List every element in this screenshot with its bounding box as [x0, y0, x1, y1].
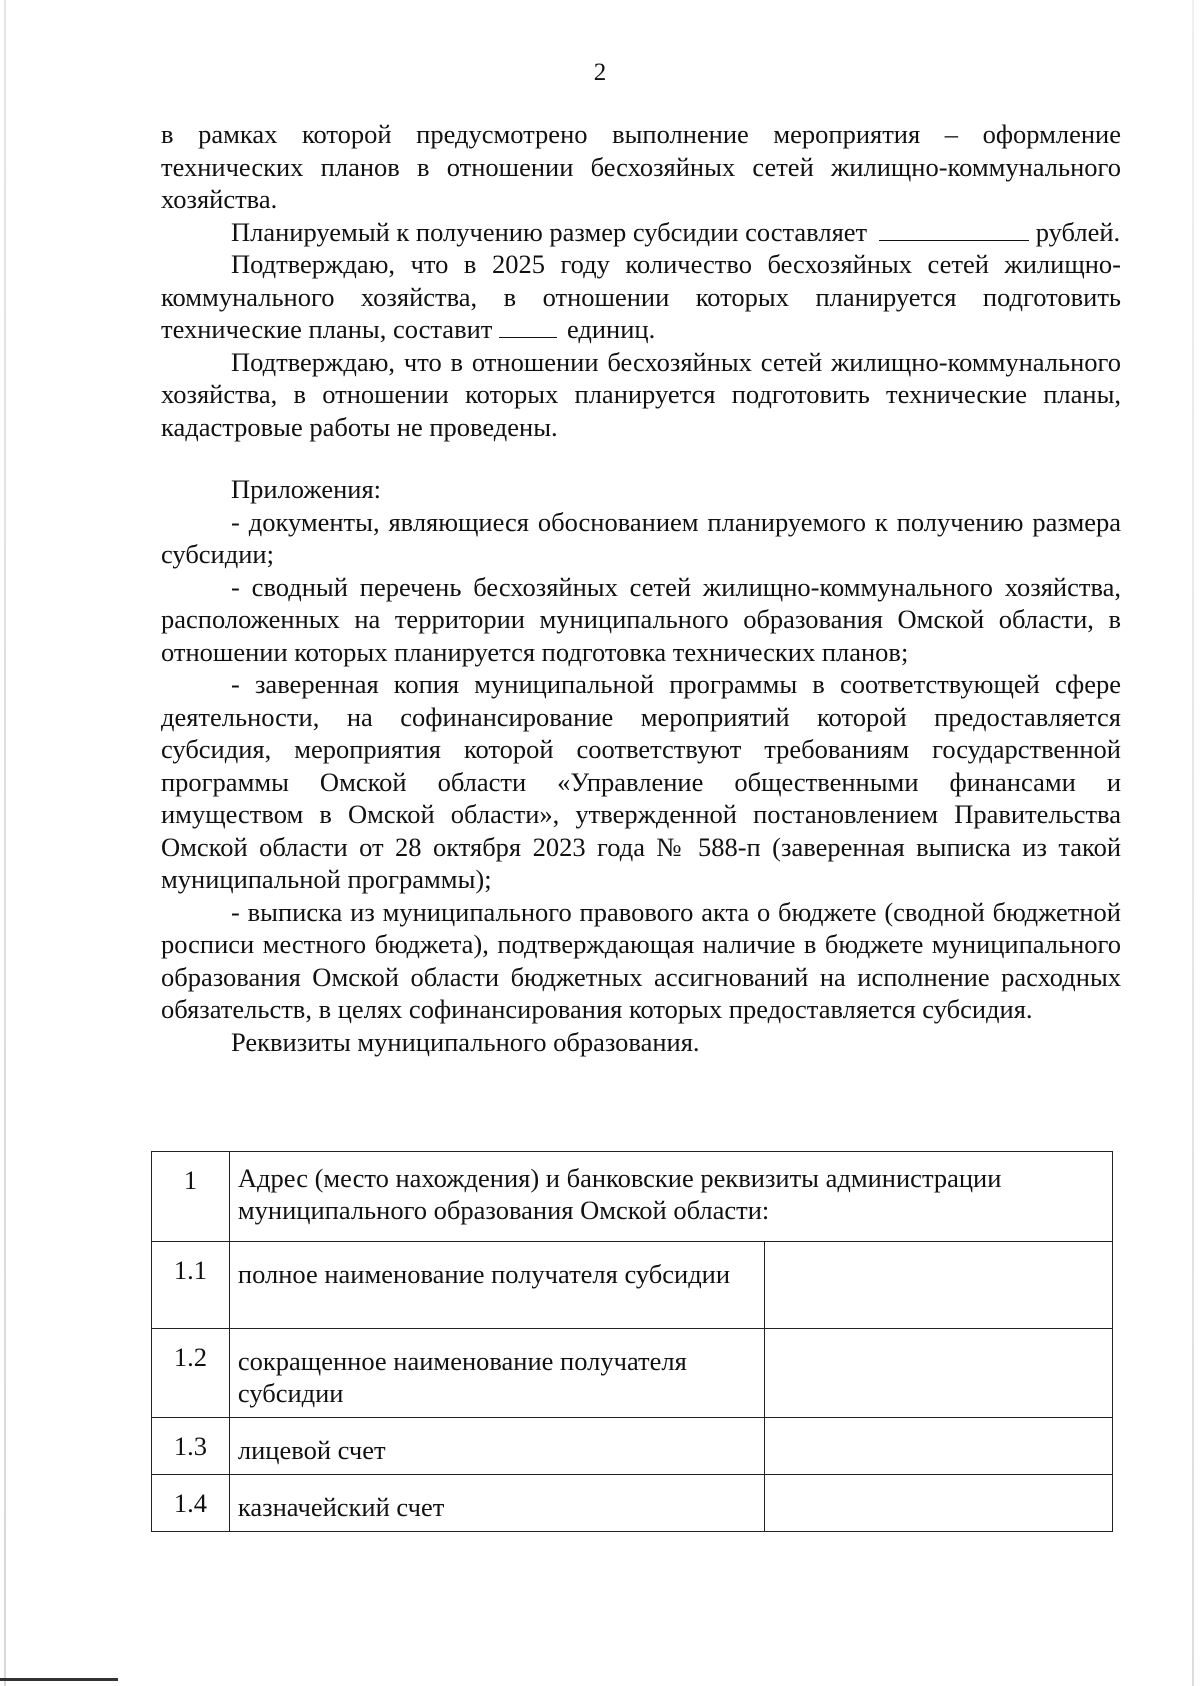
table-row [152, 1418, 1113, 1475]
table-row [152, 1475, 1113, 1532]
row-num: 1.2 [152, 1329, 230, 1418]
subsidy-amount-text: Планируемый к получению размер субсидии составляет [231, 216, 868, 247]
paragraph-gap [161, 443, 1121, 473]
requisites-title: Реквизиты муниципального образования. [231, 1026, 700, 1057]
table-row [152, 1242, 1113, 1329]
row-value-field[interactable] [765, 1329, 1113, 1418]
scan-edge-right [1192, 0, 1194, 1686]
row-value-field[interactable] [765, 1475, 1113, 1532]
appendix-title: Приложения: [231, 474, 382, 504]
paragraph-program-context: в рамках которой предусмотрено выполнение мероприятия – оформление технических планов в отношении бесхозяйных сетей жилищно-коммунального хозяйства. [161, 119, 1121, 214]
row-label: полное наименование получателя субсидии [229, 1242, 764, 1329]
table-header-text: Адрес (место нахождения) и банковские реквизиты администрации муниципального образования Омской области: [229, 1152, 1112, 1242]
row-label: лицевой счет [229, 1418, 764, 1475]
page-number: 2 [593, 59, 607, 86]
appendix-item-networks-list: - сводный перечень бесхозяйных сетей жилищно-коммунального хозяйства, расположенных на территории муниципального образования Омской области, в отношении которых планируется подготовка технических планов; [161, 571, 1121, 667]
row-label: сокращенное наименование получателя субсидии [229, 1329, 764, 1418]
row-num: 1.3 [152, 1418, 230, 1475]
networks-count-blank [499, 315, 557, 338]
row-value-field[interactable] [765, 1418, 1113, 1475]
scan-bottom-mark [0, 1678, 118, 1681]
paragraph-subsidy-amount [161, 216, 1121, 249]
paragraph-networks-count [161, 248, 1121, 346]
table-header-num: 1 [152, 1152, 230, 1242]
row-num: 1.1 [152, 1242, 230, 1329]
subsidy-amount-blank [879, 218, 1029, 241]
row-num: 1.4 [152, 1475, 230, 1532]
networks-count-unit: единиц. [566, 314, 656, 344]
appendix-item-program-copy: - заверенная копия муниципальной программы в соответствующей сфере деятельности, на софинансирование мероприятий которой предоставляется субсидия, мероприятия которой соответствуют требованиям государственной программы Омской области «Управление общественными финансами и имуществом в Омской области», утвержденной постановлением Правительства Омской области от 28 октября 2023 года № 588-п (заверенная выписка из такой муниципальной программы); [161, 669, 1121, 894]
appendix-item-budget-extract: - выписка из муниципального правового акта о бюджете (сводной бюджетной росписи местного бюджета), подтверждающая наличие в бюджете муниципального образования Омской области бюджетных ассигнований на исполнение расходных обязательств, в целях софинансирования которых предоставляется субсидия. [161, 896, 1121, 1024]
table-header-row [152, 1152, 1113, 1242]
table-row [152, 1329, 1113, 1418]
scan-edge-left [4, 0, 6, 1686]
paragraph-cadastral-confirmation: Подтверждаю, что в отношении бесхозяйных сетей жилищно-коммунального хозяйства, в отношении которых планируется подготовить технические планы, кадастровые работы не проведены. [161, 346, 1121, 442]
row-value-field[interactable] [765, 1242, 1113, 1329]
requisites-table [151, 1151, 1113, 1532]
subsidy-amount-unit: рублей. [1035, 216, 1121, 247]
appendix-item-documents: - документы, являющиеся обоснованием планируемого к получению размера субсидии; [161, 506, 1121, 569]
networks-count-text: Подтверждаю, что в 2025 году количество бесхозяйных сетей жилищно-коммунального хозяйства, в отношении которых планируется подготовить технические планы, составит [161, 249, 1121, 344]
document-body [161, 118, 1121, 1058]
row-label: казначейский счет [229, 1475, 764, 1532]
